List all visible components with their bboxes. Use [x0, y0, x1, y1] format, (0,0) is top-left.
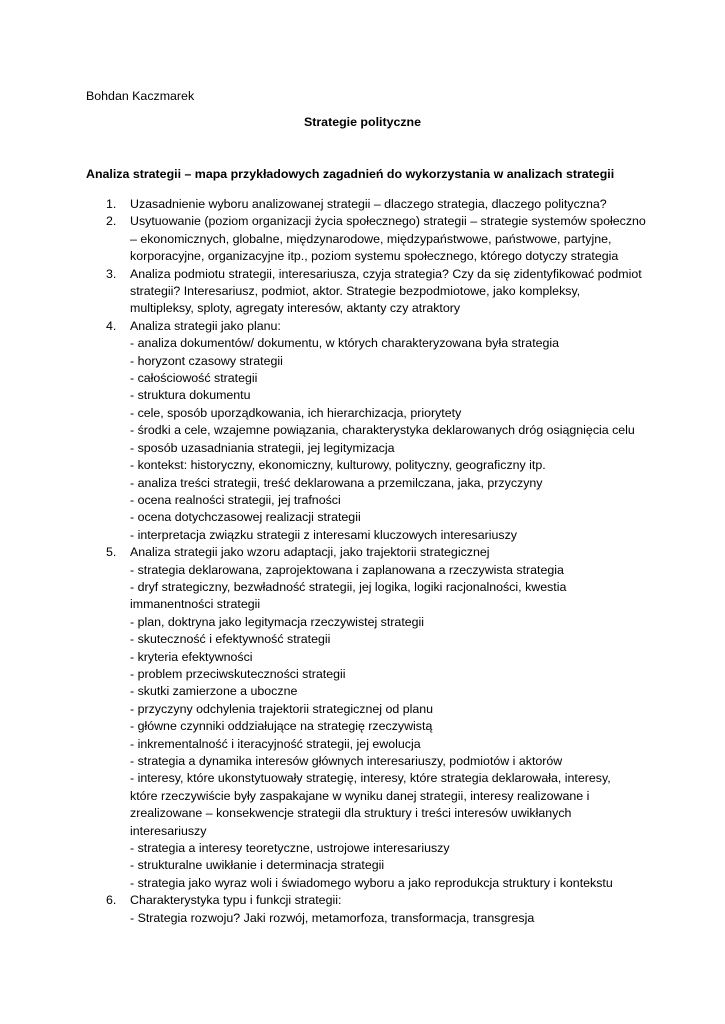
list-item-text-line: - główne czynniki oddziałujące na strategię rzeczywistą: [130, 719, 433, 734]
list-item-text-line: - skutki zamierzone a uboczne: [130, 684, 298, 699]
list-item-text-line: - strukturalne uwikłanie i determinacja strategii: [130, 858, 385, 873]
document-title: Strategie polityczne: [303, 115, 422, 129]
list-item-text-line: - skuteczność i efektywność strategii: [130, 632, 331, 647]
list-item-text-line: - ocena realności strategii, jej trafności: [130, 492, 341, 507]
list-item-text-line: - interesy, które ukonstytuowały strategię, interesy, które strategia deklarowała, interesy,: [130, 771, 611, 786]
list-item-text-line: - całościowość strategii: [130, 371, 258, 386]
list-item-text-line: - horyzont czasowy strategii: [130, 353, 283, 368]
list-item: [106, 892, 646, 927]
list-item-text-line: - plan, doktryna jako legitymacja rzeczywistej strategii: [130, 614, 425, 629]
list-item-text-line: zrealizowane – konsekwencje strategii dla struktury i treści interesów uwikłanych: [130, 806, 572, 821]
list-item-text-line: - strategia a dynamika interesów głównych interesariuszy, podmiotów i aktorów: [130, 754, 563, 768]
list-item-text-line: Analiza podmiotu strategii, interesariusza, czyja strategia? Czy da się zidentyfikować podmiot: [130, 266, 642, 281]
topic-list: [106, 196, 646, 927]
list-item-text-line: - Strategia rozwoju? Jaki rozwój, metamorfoza, transformacja, transgresja: [130, 910, 535, 925]
list-item-text-line: immanentności strategii: [130, 597, 261, 612]
list-item-text-line: - interpretacja związku strategii z interesami kluczowych interesariuszy: [130, 527, 518, 542]
list-item-text-line: - inkrementalność i iteracyjność strategii, jej ewolucja: [130, 736, 421, 751]
list-item-number: 4.: [106, 318, 117, 333]
list-item-text-line: - analiza dokumentów/ dokumentu, w których charakteryzowana była strategia: [130, 336, 560, 351]
list-item: [106, 266, 646, 318]
list-item-text-line: - problem przeciwskuteczności strategii: [130, 666, 346, 681]
list-item-number: 2.: [106, 214, 117, 229]
list-item-text-line: - kryteria efektywności: [130, 649, 253, 664]
list-item-text-line: – ekonomicznych, globalne, międzynarodowe, międzypaństwowe, państwowe, partyjne,: [130, 231, 612, 246]
list-item-text-line: - strategia jako wyraz woli i świadomego wyboru a jako reprodukcja struktury i kontekstu: [130, 875, 613, 890]
list-item-text-line: Charakterystyka typu i funkcji strategii:: [130, 893, 342, 908]
section-heading: Analiza strategii – mapa przykładowych zagadnień do wykorzystania w analizach strategii: [86, 167, 615, 181]
list-item-text-line: strategii? Interesariusz, podmiot, aktor. Strategie bezpodmiotowe, jako kompleksy,: [130, 284, 581, 299]
list-item-text-line: - kontekst: historyczny, ekonomiczny, kulturowy, polityczny, geograficzny itp.: [130, 458, 546, 473]
list-item-text-line: Usytuowanie (poziom organizacji życia społecznego) strategii – strategie systemów społeczno: [130, 214, 646, 229]
list-item: [106, 544, 646, 892]
list-item-text-line: Uzasadnienie wyboru analizowanej strategii – dlaczego strategia, dlaczego polityczna?: [130, 197, 607, 211]
list-item-number: 3.: [106, 266, 117, 281]
list-item-text-line: - środki a cele, wzajemne powiązania, charakterystyka deklarowanych dróg osiągnięcia celu: [130, 423, 635, 438]
list-item-text-line: Analiza strategii jako wzoru adaptacji, jako trajektorii strategicznej: [130, 545, 490, 560]
list-item-text-line: multipleksy, sploty, agregaty interesów, aktanty czy atraktory: [130, 301, 461, 316]
list-item-text-line: - dryf strategiczny, bezwładność strategii, jej logika, logiki racjonalności, kwestia: [130, 579, 567, 594]
list-item-text-line: korporacyjne, organizacyjne itp., poziom systemu społecznego, którego dotyczy strategia: [130, 249, 619, 264]
list-item-number: 6.: [106, 893, 117, 908]
list-item-text-line: - ocena dotychczasowej realizacji strategii: [130, 510, 361, 525]
list-item: [106, 213, 646, 265]
list-item-text-line: - sposób uzasadniania strategii, jej legitymizacja: [130, 440, 395, 455]
list-item-number: 1.: [106, 197, 117, 211]
list-item-text-line: Analiza strategii jako planu:: [130, 318, 281, 333]
list-item-text-line: - analiza treści strategii, treść deklarowana a przemilczana, jaka, przyczyny: [130, 475, 543, 490]
list-item-number: 5.: [106, 545, 117, 560]
list-item-text-line: - strategia deklarowana, zaprojektowana i zaplanowana a rzeczywista strategia: [130, 562, 564, 577]
list-item-text-line: - strategia a interesy teoretyczne, ustrojowe interesariuszy: [130, 841, 450, 856]
list-item: [106, 318, 646, 544]
list-item-text-line: - cele, sposób uporządkowania, ich hierarchizacja, priorytety: [130, 405, 462, 420]
list-item-text-line: - przyczyny odchylenia trajektorii strategicznej od planu: [130, 701, 434, 716]
list-item-text-line: - struktura dokumentu: [130, 388, 251, 403]
author-name: Bohdan Kaczmarek: [86, 89, 195, 103]
list-item-text-line: które rzeczywiście były zaspakajane w wyniku danej strategii, interesy realizowane i: [130, 788, 590, 803]
list-item: [106, 196, 646, 213]
list-item-text-line: interesariuszy: [130, 823, 207, 838]
